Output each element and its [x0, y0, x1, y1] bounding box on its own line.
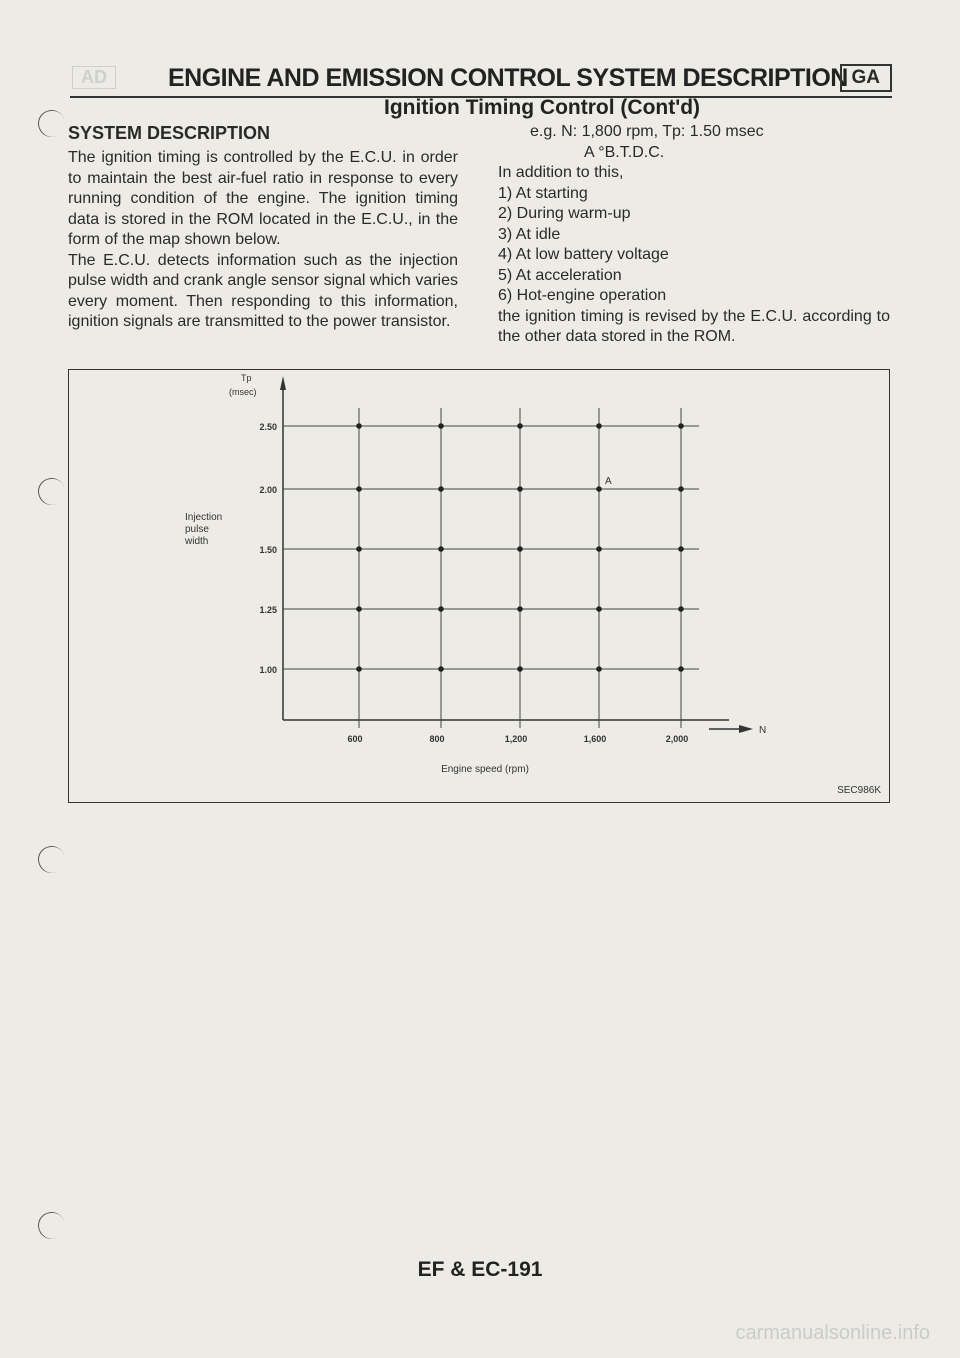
- y-tick-label: 2.00: [259, 485, 277, 495]
- condition-item: 2) During warm-up: [498, 205, 631, 222]
- map-point: [678, 486, 684, 492]
- map-point: [596, 606, 602, 612]
- ignition-map-figure: [68, 369, 890, 803]
- condition-item: 6) Hot-engine operation: [498, 287, 667, 304]
- paragraph-2: The E.C.U. detects information such as the injection pulse width and crank angle sensor signal which varies every moment. Then responding to this information, ignition signals are transmitted to the power transistor.: [68, 251, 458, 330]
- y-side-label: pulse: [185, 524, 209, 535]
- x-axis-label: Engine speed (rpm): [441, 764, 529, 775]
- x-tick-label: 800: [429, 734, 445, 744]
- binder-hole-mark: [34, 1208, 69, 1243]
- binder-hole-mark: [34, 474, 69, 509]
- y-axis-label: Tp: [241, 373, 252, 383]
- y-axis-unit-label: (msec): [229, 387, 257, 397]
- map-point: [678, 606, 684, 612]
- page-header: [70, 62, 892, 98]
- right-column: [498, 122, 890, 348]
- y-tick-label: 1.50: [259, 545, 277, 555]
- watermark: carmanualsonline.info: [735, 1322, 930, 1344]
- map-point: [438, 666, 444, 672]
- left-column: [68, 148, 458, 333]
- binder-hole-mark: [34, 842, 69, 877]
- map-point: [596, 666, 602, 672]
- y-tick-label: 1.00: [259, 665, 277, 675]
- map-point: [678, 423, 684, 429]
- example-line-2: A °B.T.D.C.: [584, 143, 665, 161]
- header-title: ENGINE AND EMISSION CONTROL SYSTEM DESCRIPTION: [168, 64, 848, 92]
- system-description-heading: SYSTEM DESCRIPTION: [68, 123, 271, 143]
- paragraph-1: The ignition timing is controlled by the E.C.U. in order to maintain the best air-fuel ratio in response to every running condition of the engine. The ignition timing data is stored in the ROM located in the E.C.U., in the form of the map shown below.: [68, 149, 458, 248]
- x-tick-label: 1,200: [504, 734, 528, 744]
- y-side-label: Injection: [185, 512, 223, 523]
- ga-tag: GA: [840, 64, 893, 92]
- map-point: [678, 666, 684, 672]
- marked-point-label: A: [605, 476, 612, 487]
- y-tick-label: 2.50: [259, 422, 277, 432]
- figure-code: SEC986K: [837, 785, 881, 796]
- map-point: [438, 546, 444, 552]
- binder-hole-mark: [34, 106, 69, 141]
- map-point: [517, 666, 523, 672]
- ignition-map-chart: [69, 370, 891, 804]
- map-point: [356, 606, 362, 612]
- y-tick-label: 1.25: [259, 605, 277, 615]
- condition-item: 3) At idle: [498, 225, 561, 243]
- map-point: [517, 606, 523, 612]
- page-number: EF & EC-191: [417, 1258, 543, 1281]
- intro-text: In addition to this,: [498, 164, 624, 181]
- conclusion-text: the ignition timing is revised by the E.C.U. according to the other data stored in the ROM.: [498, 307, 890, 345]
- map-point: [596, 423, 602, 429]
- map-point: [356, 486, 362, 492]
- map-point: [356, 666, 362, 672]
- map-point: [517, 546, 523, 552]
- map-point: [438, 423, 444, 429]
- condition-item: 5) At acceleration: [498, 266, 622, 284]
- x-axis-end-label: N: [759, 725, 767, 736]
- map-point: [438, 486, 444, 492]
- map-point: [356, 423, 362, 429]
- x-tick-label: 1,600: [583, 734, 607, 744]
- example-line-1: e.g. N: 1,800 rpm, Tp: 1.50 msec: [530, 123, 764, 140]
- section-title: Ignition Timing Control (Cont'd): [384, 96, 701, 119]
- map-point: [596, 486, 602, 492]
- x-tick-label: 2,000: [665, 734, 689, 744]
- map-point: [596, 546, 602, 552]
- y-side-label: width: [185, 536, 209, 547]
- x-tick-label: 600: [347, 734, 363, 744]
- ad-tag: AD: [72, 66, 116, 89]
- map-point: [678, 546, 684, 552]
- condition-item: 4) At low battery voltage: [498, 246, 669, 263]
- map-point: [517, 423, 523, 429]
- map-point: [438, 606, 444, 612]
- y-axis-arrowhead: [280, 376, 286, 390]
- map-point: [517, 486, 523, 492]
- map-point: [356, 546, 362, 552]
- x-axis-arrowhead: [739, 725, 753, 733]
- condition-item: 1) At starting: [498, 184, 588, 202]
